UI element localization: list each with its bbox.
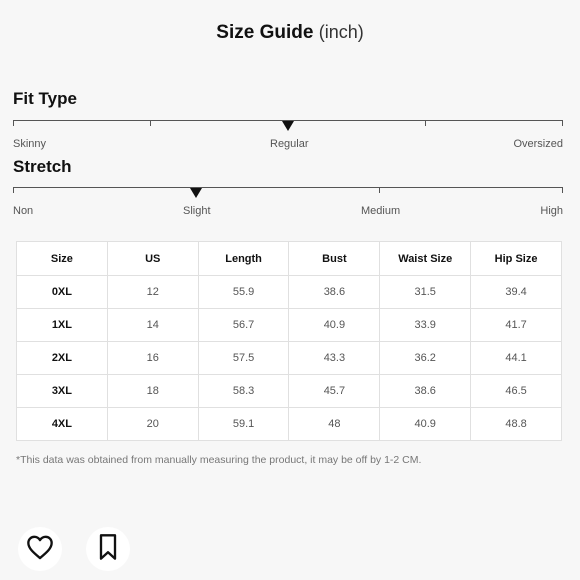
fit-type-option-skinny: Skinny — [13, 138, 47, 150]
bookmark-icon — [96, 533, 120, 566]
table-cell: 46.5 — [471, 375, 562, 408]
stretch-option-medium: Medium — [361, 205, 401, 217]
table-row — [17, 375, 562, 408]
table-cell: 12 — [107, 276, 198, 309]
save-button[interactable] — [86, 527, 130, 571]
title-text: Size Guide — [216, 22, 314, 43]
table-cell: 31.5 — [380, 276, 471, 309]
wishlist-button[interactable] — [18, 527, 62, 571]
fit-type-option-oversized: Oversized — [513, 138, 563, 150]
fit-type-tick — [150, 120, 151, 126]
column-header: Size — [17, 242, 108, 276]
fit-type-tick — [13, 120, 14, 126]
table-cell: 41.7 — [471, 309, 562, 342]
table-cell: 38.6 — [289, 276, 380, 309]
size-cell: 0XL — [17, 276, 108, 309]
stretch-option-non: Non — [13, 205, 34, 217]
column-header: Bust — [289, 242, 380, 276]
stretch-tick — [562, 187, 563, 193]
title-unit: (inch) — [318, 22, 364, 42]
fit-type-tick — [425, 120, 426, 126]
fit-type-option-regular: Regular — [270, 138, 309, 150]
table-cell: 59.1 — [198, 408, 289, 441]
column-header: Waist Size — [380, 242, 471, 276]
table-cell: 36.2 — [380, 342, 471, 375]
size-table — [16, 241, 562, 441]
table-cell: 16 — [107, 342, 198, 375]
table-cell: 39.4 — [471, 276, 562, 309]
stretch-tick — [379, 187, 380, 193]
size-cell: 1XL — [17, 309, 108, 342]
table-cell: 14 — [107, 309, 198, 342]
table-cell: 33.9 — [380, 309, 471, 342]
table-cell: 18 — [107, 375, 198, 408]
measurement-disclaimer: *This data was obtained from manually measuring the product, it may be off by 1-2 CM. — [16, 454, 422, 466]
size-cell: 2XL — [17, 342, 108, 375]
size-cell: 3XL — [17, 375, 108, 408]
table-cell: 40.9 — [380, 408, 471, 441]
table-cell: 38.6 — [380, 375, 471, 408]
size-cell: 4XL — [17, 408, 108, 441]
fit-type-tick — [562, 120, 563, 126]
column-header: US — [107, 242, 198, 276]
fit-type-label: Fit Type — [13, 89, 77, 108]
table-cell: 56.7 — [198, 309, 289, 342]
stretch-scale — [13, 187, 563, 188]
table-cell: 45.7 — [289, 375, 380, 408]
table-row — [17, 342, 562, 375]
table-header-row — [17, 242, 562, 276]
table-cell: 43.3 — [289, 342, 380, 375]
table-cell: 40.9 — [289, 309, 380, 342]
table-row — [17, 309, 562, 342]
table-row — [17, 408, 562, 441]
table-cell: 57.5 — [198, 342, 289, 375]
fit-type-marker — [282, 121, 294, 131]
table-cell: 20 — [107, 408, 198, 441]
size-guide-title — [0, 20, 580, 45]
stretch-option-high: High — [540, 205, 563, 217]
table-cell: 58.3 — [198, 375, 289, 408]
table-cell: 48 — [289, 408, 380, 441]
stretch-marker — [190, 188, 202, 198]
stretch-label: Stretch — [13, 157, 72, 176]
column-header: Length — [198, 242, 289, 276]
table-cell: 48.8 — [471, 408, 562, 441]
table-cell: 44.1 — [471, 342, 562, 375]
table-cell: 55.9 — [198, 276, 289, 309]
stretch-tick — [13, 187, 14, 193]
heart-icon — [26, 534, 54, 565]
stretch-option-slight: Slight — [183, 205, 211, 217]
table-row — [17, 276, 562, 309]
column-header: Hip Size — [471, 242, 562, 276]
